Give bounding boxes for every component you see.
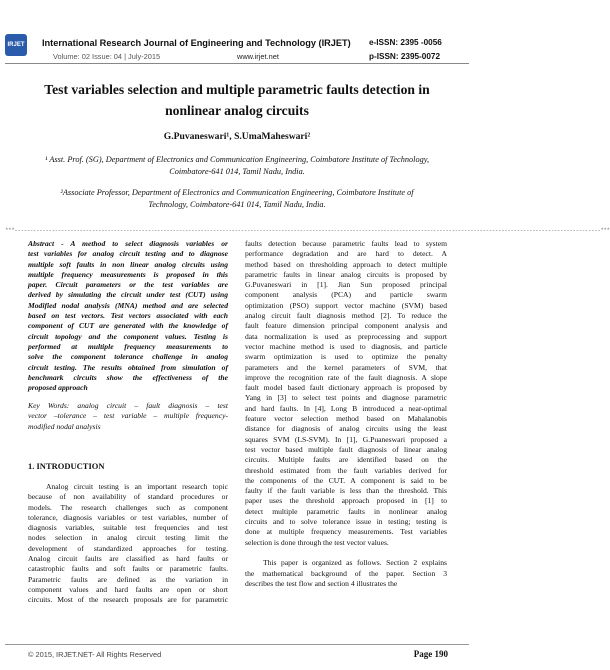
text-line: because of non availability of standard procedures or: [28, 492, 228, 502]
text-line: and hard faults. In [4], Long B introduced a near-optimal: [245, 403, 447, 413]
text-line: describes the test flow and section 4 illustrates the: [245, 578, 398, 588]
text-line: proposed approach: [28, 383, 88, 393]
section-heading-introduction: 1. INTRODUCTION: [28, 461, 105, 471]
text-line: parameters and the kernel parameters of SVM, that: [245, 362, 447, 372]
right-column-text: [245, 239, 447, 589]
text-line: improve the recognition rate of the fault diagnosis. A slope: [245, 372, 447, 382]
text-line: circuit topology and the component values. Testing is: [28, 331, 228, 341]
text-line: catastrophic faults and soft faults or parametric faults.: [28, 564, 228, 574]
p-issn: p-ISSN: 2395-0072: [369, 52, 440, 61]
text-line: circuits. Multiple faults are identified based on the: [245, 455, 447, 465]
text-line: test vector based multiple fault diagnosis of linear analog: [245, 444, 447, 454]
text-line: development of standardized approaches for testing.: [28, 543, 228, 553]
journal-name: International Research Journal of Engineering and Technology (IRJET): [42, 38, 351, 48]
text-line: paper uses the threshold approach proposed in [1] to: [245, 496, 447, 506]
text-line: method based on thresholding approach to detect multiple: [245, 259, 447, 269]
text-line: performed at multiple frequency measurements to: [28, 341, 228, 351]
affiliation-2-line-1: ²Associate Professor, Department of Electronics and Communication Engineering, Coimbatore Institute of: [60, 188, 414, 197]
text-line: multiple soft faults in non linear analog circuits using: [28, 259, 228, 269]
text-line: selection is done through the test vector values.: [245, 537, 389, 547]
text-line: component analysis (PCA) and particle swarm: [245, 290, 447, 300]
abstract-block: [28, 239, 228, 393]
text-line: G.Puvaneswari in [1]. Jian Sun proposed principal: [245, 280, 447, 290]
introduction-text: [28, 482, 228, 606]
text-line: Parametric faults are defined as the variation in: [28, 574, 228, 584]
text-line: Yang in [3] to select test points and diagnose parametric: [245, 393, 447, 403]
irjet-logo: IRJET: [5, 34, 27, 56]
text-line: fault model based fault dictionary approach is proposed by: [245, 383, 447, 393]
text-line: swarm optimization is used to optimize the penalty: [245, 352, 447, 362]
text-line: Key Words: analog circuit – fault diagnosis – test: [28, 401, 228, 410]
text-line: done at multiple frequency measurements. Test variables: [245, 527, 447, 537]
text-line: [245, 548, 447, 558]
text-line: detect multiple parametric faults in nonlinear analog: [245, 506, 447, 516]
paper-title-line-1: Test variables selection and multiple parametric faults detection in: [44, 82, 430, 97]
text-line: the mathematical background of the paper. Section 3: [245, 568, 447, 578]
text-line: Abstract - A method to select diagnosis variables or: [28, 239, 228, 248]
text-line: paper. Circuit parameters or the test variables are: [28, 280, 228, 290]
text-line: component of CUT are generated with the knowledge of: [28, 321, 228, 331]
text-line: test variables for analog circuit testing and to diagnose: [28, 249, 228, 259]
text-line: performance degradation and are hard to detect. A: [245, 249, 447, 259]
journal-website[interactable]: www.irjet.net: [237, 52, 279, 61]
paper-title-line-2: nonlinear analog circuits: [165, 103, 309, 118]
footer-rule: [5, 644, 469, 645]
text-line: diagnosis variables, suitable test frequencies and test: [28, 523, 228, 533]
text-line: Modified nodal analysis (MNA) method and are selected: [28, 300, 228, 310]
text-line: multiple frequency measurements is proposed in this: [28, 269, 228, 279]
text-line: This paper is organized as follows. Section 2 explains: [263, 558, 447, 568]
text-line: parametric faults in linear analog circuits is proposed by: [245, 269, 447, 279]
text-line: the components of the CUT. A component is said to be: [245, 475, 447, 485]
text-line: solve the component tolerance challenge in analog: [28, 352, 228, 362]
text-line: tolerance, diagnosis variables or test variables, number of: [28, 512, 228, 522]
text-line: faulty if the fault variable is less than the threshold. This: [245, 486, 447, 496]
affiliation-1-line-2: Coimbatore-641 014, Tamil Nadu, India.: [169, 167, 305, 176]
journal-header: [0, 0, 474, 66]
text-line: component values and hard faults are open or short: [28, 584, 228, 594]
text-line: threshold estimated from the fault variables derived for: [245, 465, 447, 475]
text-line: circuit testing. The results obtained from simulation of: [28, 362, 228, 372]
text-line: Analog circuit testing is an important research topic: [46, 482, 228, 491]
text-line: models. The research challenges such as component: [28, 502, 228, 512]
text-line: optimization (PSO) support vector machine (SVM) based: [245, 300, 447, 310]
affiliation-2-line-2: Technology, Coimbatore-641 014, Tamil Nadu, India.: [148, 200, 326, 209]
e-issn: e-ISSN: 2395 -0056: [369, 38, 442, 47]
volume-issue: Volume: 02 Issue: 04 | July-2015: [53, 52, 161, 61]
text-line: vector machine method is used to diagnosis, and particle: [245, 341, 447, 351]
text-line: modified nodal analysis: [28, 421, 101, 431]
footer-copyright: © 2015, IRJET.NET- All Rights Reserved: [28, 650, 162, 659]
header-rule: [5, 63, 469, 64]
page-number: Page 190: [413, 649, 448, 659]
keywords-block: [28, 401, 228, 432]
affiliation-1-line-1: ¹ Asst. Prof. (SG), Department of Electronics and Communication Engineering, Coimbatore Institute of Technology,: [44, 155, 430, 164]
text-line: circuits. Most of the research proposals are for parametric: [28, 595, 228, 605]
text-line: circuits and to solve tolerance issue in testing; testing is: [245, 517, 447, 527]
text-line: fault feature dimension principal component analysis and: [245, 321, 447, 331]
paper-authors: G.Puvaneswari¹, S.UmaMaheswari²: [163, 131, 311, 142]
text-line: distance for diagnosis of analog circuits using the least: [245, 424, 447, 434]
text-line: derived by simulating the circuit under test (CUT) using: [28, 290, 228, 300]
text-line: analog circuit fault diagnosis method [2]. To reduce the: [245, 311, 447, 321]
text-line: Analog circuit faults are classified as hard faults or: [28, 554, 228, 564]
text-line: vector –tolerance – test variable – multiple frequency-: [28, 411, 228, 421]
text-line: nodes selection in analog circuit testing limit the: [28, 533, 228, 543]
separator-stars: ***---------------------------------------------------------------------------------------------------------------------------------------------------------------------------------------------***: [5, 227, 610, 234]
text-line: based on test vectors. Test vectors associated with each: [28, 311, 228, 321]
text-line: faults detection because parametric faults lead to system: [245, 239, 447, 248]
text-line: squares SVM (LS-SVM). In [1], G.Puaneswari proposed a: [245, 434, 447, 444]
text-line: benchmark circuits show the effectiveness of the: [28, 372, 228, 382]
text-line: data normalization is used as preprocessing and support: [245, 331, 447, 341]
text-line: feature vector selection method based on Mahalanobis: [245, 414, 447, 424]
